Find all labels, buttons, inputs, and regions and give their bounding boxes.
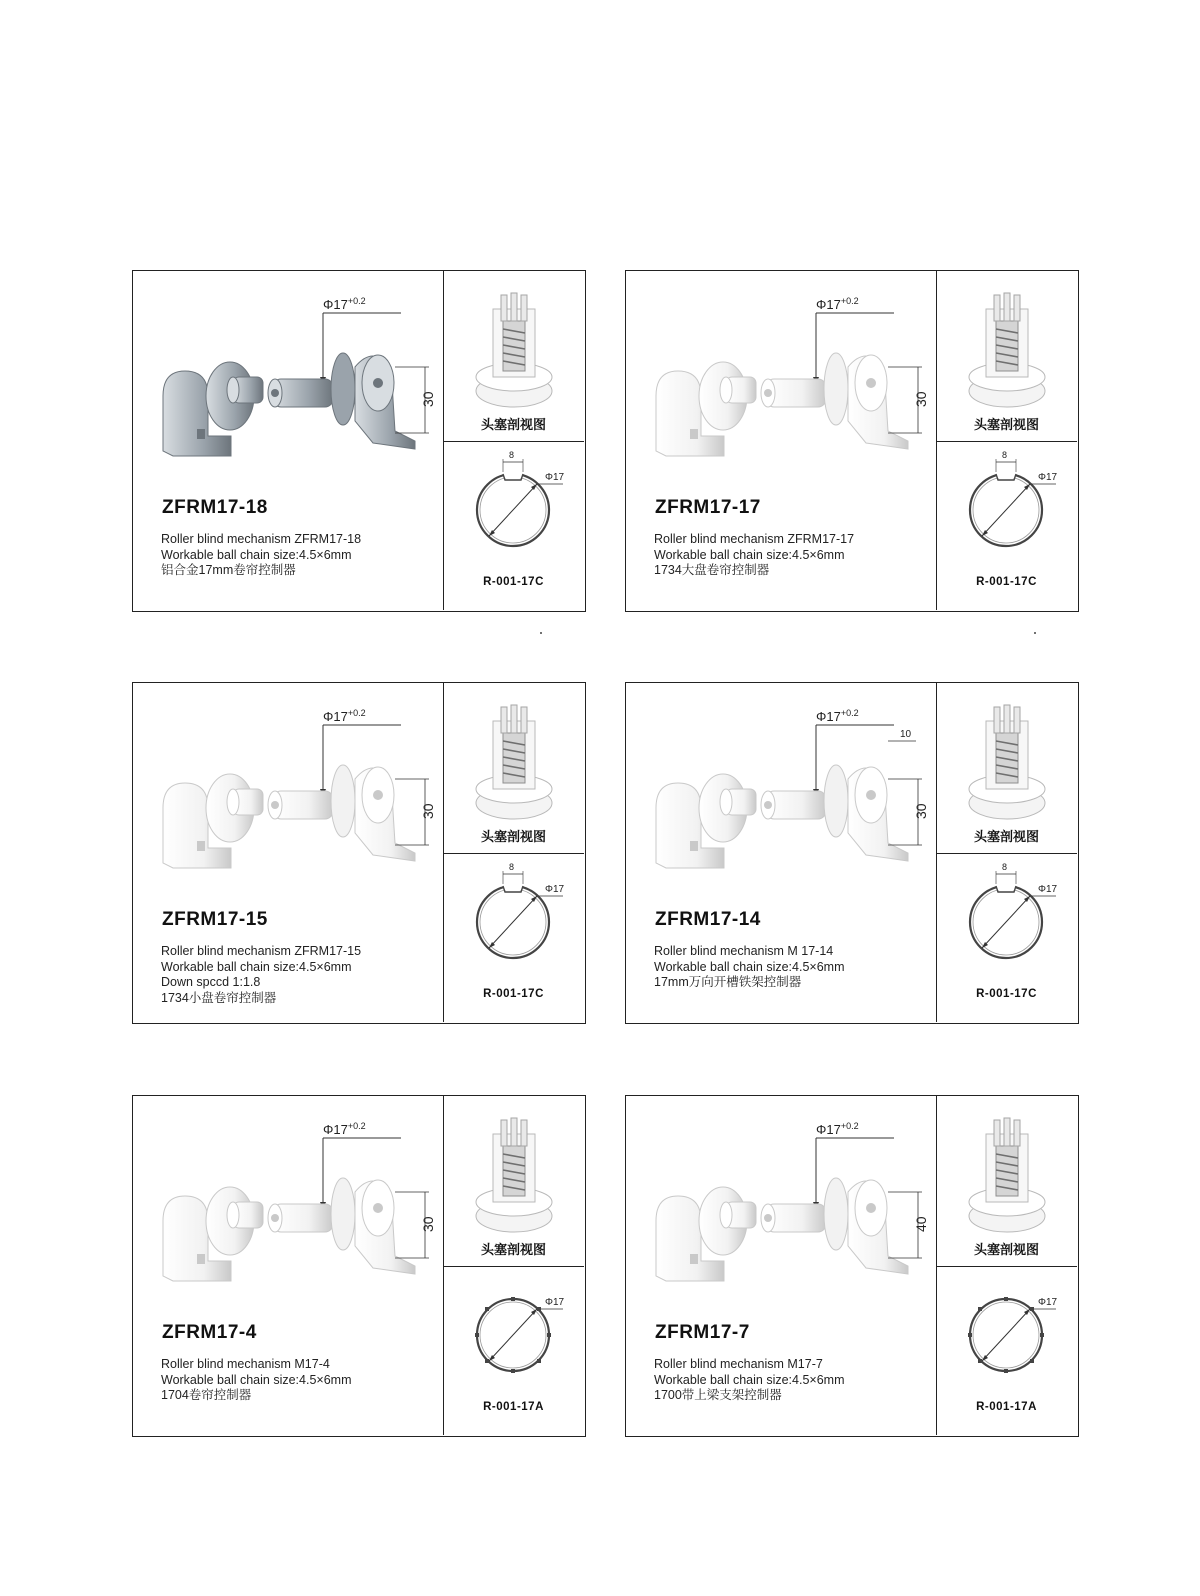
svg-text:30: 30 [420,391,436,407]
mechanism-illustration [626,683,936,913]
mechanism-illustration [133,271,443,501]
product-side-panel [936,1096,1077,1435]
product-side-panel [443,1096,584,1435]
svg-text:Φ17+0.2: $\Phi 17^{+0.2}$ [816,296,859,312]
tube-profile [443,854,584,1022]
mechanism-illustration [133,683,443,913]
section-view-label: 头塞剖视图 [480,1242,546,1257]
product-description [654,1357,845,1404]
section-view-label: 头塞剖视图 [480,417,546,432]
section-view-label: 头塞剖视图 [973,1242,1039,1257]
description-line: 1700带上梁支架控制器 [654,1388,782,1402]
tube-code: R-001-17A [483,1401,544,1413]
plug-section-view [443,683,584,854]
svg-text:10: 10 [900,729,912,740]
product-side-panel [443,683,584,1022]
tube-cross-section [958,450,1058,561]
description-line: Workable ball chain size:4.5×6mm [654,959,845,974]
plug-section-view [443,1096,584,1267]
tube-code: R-001-17A [976,1401,1037,1413]
tube-cross-section [958,1281,1058,1386]
product-side-panel [443,271,584,610]
plug-cutaway-image [966,291,1048,416]
description-line: 17mm万向开槽铁架控制器 [654,975,802,989]
tube-code: R-001-17C [483,988,544,1000]
plug-section-view [443,271,584,442]
svg-text:Φ17: Φ17 [1038,1297,1058,1308]
plug-section-view [936,683,1077,854]
tube-profile [936,854,1077,1022]
description-line: 1734小盘卷帘控制器 [161,990,277,1005]
plug-cutaway-image [473,291,555,416]
svg-text:Φ17+0.2: $\Phi 17^{+0.2}$ [323,1121,366,1137]
svg-text:8: 8 [1002,862,1008,872]
print-mark [1034,632,1036,634]
product-main-panel [626,1096,937,1435]
plug-cutaway-image [473,703,555,828]
tube-cross-section [465,450,565,561]
product-card [132,682,586,1024]
tube-cross-section [465,1281,565,1386]
tube-profile [443,1267,584,1435]
product-main-panel [626,271,937,610]
description-line: Roller blind mechanism ZFRM17-15 [161,944,362,958]
section-view-label: 头塞剖视图 [973,417,1039,432]
model-number: ZFRM17-4 [162,1322,257,1343]
plug-cutaway-image [966,1116,1048,1241]
description-line: 铝合金17mm卷帘控制器 [161,563,296,577]
product-description [654,532,854,579]
plug-cutaway-image [966,703,1048,828]
svg-text:8: 8 [509,862,515,872]
svg-text:30: 30 [913,391,929,407]
print-mark [540,632,542,634]
tube-code: R-001-17C [976,576,1037,588]
product-card [132,1095,586,1437]
product-card [132,270,586,612]
description-line: Roller blind mechanism M17-7 [654,1357,823,1371]
product-main-panel [133,1096,444,1435]
mechanism-illustration [133,1096,443,1326]
svg-text:30: 30 [420,803,436,819]
svg-text:40: 40 [913,1216,929,1232]
product-main-panel [133,683,444,1022]
tube-cross-section [958,862,1058,973]
section-view-label: 头塞剖视图 [973,829,1039,844]
tube-code: R-001-17C [976,988,1037,1000]
mechanism-illustration [626,271,936,501]
mechanism-illustration [626,1096,936,1326]
product-description [161,532,361,579]
tube-profile [936,1267,1077,1435]
product-description [161,944,361,1006]
svg-text:Φ17: Φ17 [545,472,565,483]
description-line: Workable ball chain size:4.5×6mm [161,547,352,562]
model-number: ZFRM17-14 [655,909,761,930]
description-line: Workable ball chain size:4.5×6mm [654,547,845,562]
description-line: Down spccd 1:1.8 [161,975,261,989]
tube-cross-section [465,862,565,973]
product-side-panel [936,683,1077,1022]
product-card [625,270,1079,612]
product-side-panel [936,271,1077,610]
section-view-label: 头塞剖视图 [480,829,546,844]
svg-text:Φ17: Φ17 [1038,472,1058,483]
product-main-panel [626,683,937,1022]
model-number: ZFRM17-7 [655,1322,750,1343]
model-number: ZFRM17-18 [162,497,268,518]
product-description [654,944,845,991]
svg-text:Φ17+0.2: $\Phi 17^{+0.2}$ [816,1121,859,1137]
plug-section-view [936,1096,1077,1267]
description-line: 1704卷帘控制器 [161,1388,252,1402]
description-line: Roller blind mechanism ZFRM17-18 [161,532,362,546]
model-number: ZFRM17-17 [655,497,761,518]
product-main-panel [133,271,444,610]
product-card [625,1095,1079,1437]
svg-text:Φ17: Φ17 [545,1297,565,1308]
svg-text:Φ17: Φ17 [545,884,565,895]
model-number: ZFRM17-15 [162,909,268,930]
description-line: Workable ball chain size:4.5×6mm [161,959,352,974]
svg-text:30: 30 [420,1216,436,1232]
tube-code: R-001-17C [483,576,544,588]
svg-text:Φ17: Φ17 [1038,884,1058,895]
svg-text:Φ17+0.2: $\Phi 17^{+0.2}$ [323,296,366,312]
tube-profile [443,442,584,610]
product-card [625,682,1079,1024]
description-line: Workable ball chain size:4.5×6mm [654,1372,845,1387]
svg-text:8: 8 [509,450,515,460]
plug-cutaway-image [473,1116,555,1241]
description-line: 1734大盘卷帘控制器 [654,563,770,577]
svg-text:Φ17+0.2: $\Phi 17^{+0.2}$ [816,708,859,724]
tube-profile [936,442,1077,610]
description-line: Roller blind mechanism M 17-14 [654,944,834,958]
description-line: Roller blind mechanism ZFRM17-17 [654,532,855,546]
svg-text:8: 8 [1002,450,1008,460]
svg-text:30: 30 [913,803,929,819]
product-description [161,1357,352,1404]
plug-section-view [936,271,1077,442]
svg-text:Φ17+0.2: $\Phi 17^{+0.2}$ [323,708,366,724]
description-line: Roller blind mechanism M17-4 [161,1357,330,1371]
description-line: Workable ball chain size:4.5×6mm [161,1372,352,1387]
